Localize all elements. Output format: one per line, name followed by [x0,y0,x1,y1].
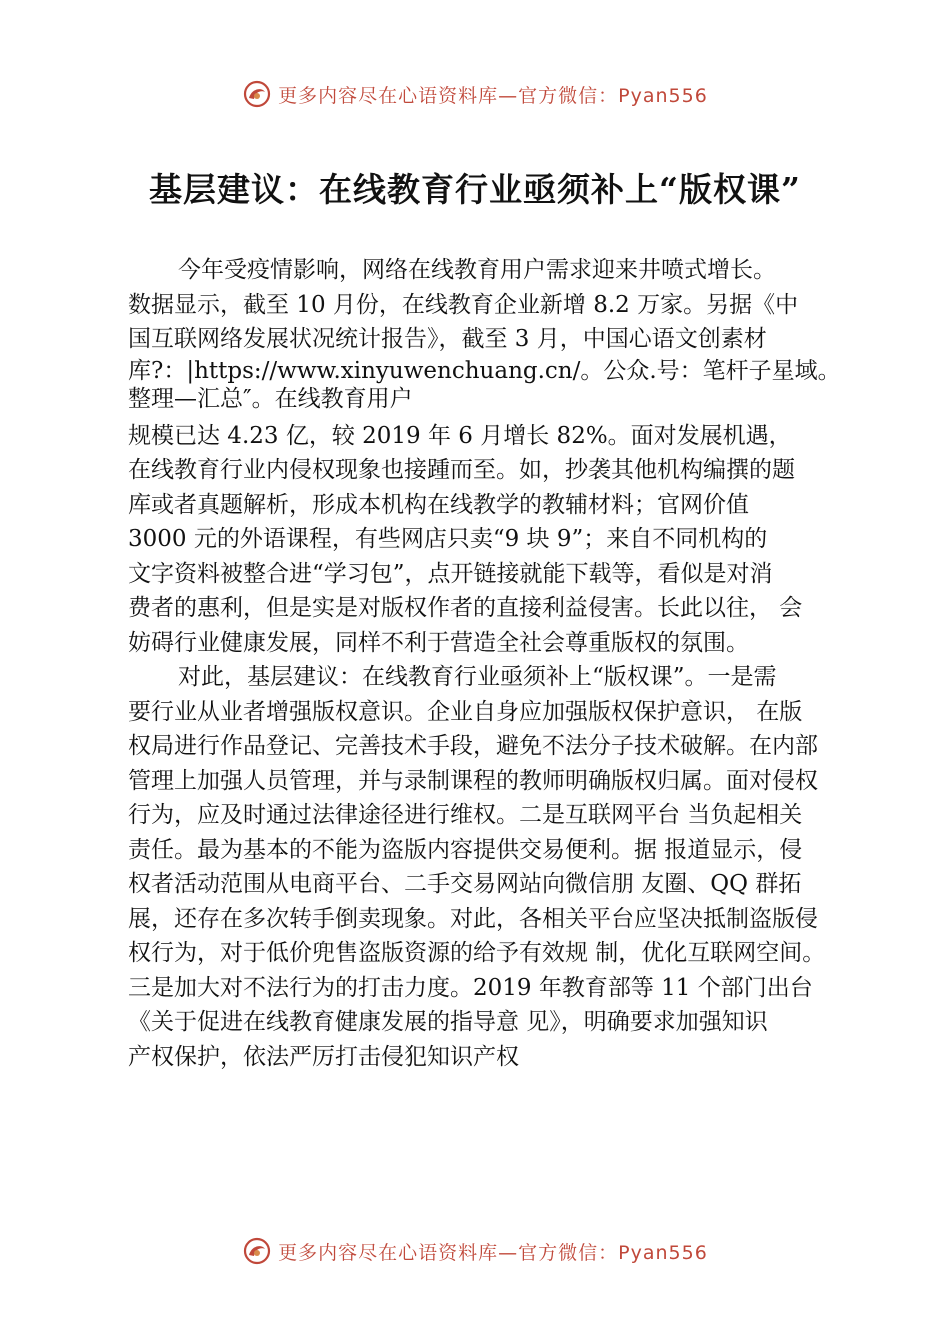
footer-banner [0,1231,950,1271]
body-line: 权行为，对于低价兜售盗版资源的给予有效规 制，优化互联网空间。 [128,940,826,966]
body-line: 整理—汇总″。在线教育用户 [128,385,413,412]
body-line: 《关于促进在线教育健康发展的指导意 见》，明确要求加强知识 [128,1009,768,1035]
red-swirl-logo-icon [242,1236,272,1266]
body-line: 今年受疫情影响，网络在线教育用户需求迎来井喷式增长。 [178,257,776,283]
body-line: 权者活动范围从电商平台、二手交易网站向微信朋 友圈、QQ 群拓 [128,871,802,897]
body-line: 对此，基层建议：在线教育行业亟须补上“版权课”。一是需 [178,664,777,690]
header-banner [0,74,950,114]
body-line: 在线教育行业内侵权现象也接踵而至。如，抄袭其他机构编撰的题 [128,457,795,483]
body-line: 库或者真题解析，形成本机构在线教学的教辅材料；官网价值 [128,491,749,518]
body-line: 库?：|https://www.xinyuwenchuang.cn/。公众.号：笔杆子星域。 [128,357,841,384]
document-title: 基层建议：在线教育行业亟须补上“版权课” [149,170,801,209]
body-line: 责任。最为基本的不能为盗版内容提供交易便利。据 报道显示，侵 [128,836,803,863]
footer-banner-text: 更多内容尽在心语资料库—官方微信：Pyan556 [278,1241,708,1264]
body-line: 权局进行作品登记、完善技术手段，避免不法分子技术破解。在内部 [128,733,818,759]
body-line: 展，还存在多次转手倒卖现象。对此，各相关平台应坚决抵制盗版侵 [128,905,818,932]
body-line: 3000 元的外语课程，有些网店只卖“9 块 9”；来自不同机构的 [128,526,768,552]
header-banner-text: 更多内容尽在心语资料库—官方微信：Pyan556 [278,84,708,107]
body-line: 管理上加强人员管理，并与录制课程的教师明确版权归属。面对侵权 [128,767,818,794]
body-line: 妨碍行业健康发展，同样不利于营造全社会尊重版权的氛围。 [128,629,749,656]
body-line: 国互联网络发展状况统计报告》，截至 3 月，中国心语文创素材 [128,326,767,352]
body-line: 三是加大对不法行为的打击力度。2019 年教育部等 11 个部门出台 [128,974,813,1001]
body-line: 行为，应及时通过法律途径进行维权。二是互联网平台 当负起相关 [128,802,803,828]
body-line: 产权保护，依法严厉打击侵犯知识产权 [128,1043,519,1070]
body-line: 规模已达 4.23 亿，较 2019 年 6 月增长 82%。面对发展机遇， [128,422,792,449]
document-body [128,253,868,1074]
body-line: 费者的惠利，但是实是对版权作者的直接利益侵害。长此以往， 会 [128,595,803,621]
body-line: 数据显示，截至 10 月份，在线教育企业新增 8.2 万家。另据《中 [128,291,799,318]
red-swirl-logo-icon [242,79,272,109]
body-line: 要行业从业者增强版权意识。企业自身应加强版权保护意识， 在版 [128,698,803,725]
body-line: 文字资料被整合进“学习包”，点开链接就能下载等，看似是对消 [128,560,773,587]
